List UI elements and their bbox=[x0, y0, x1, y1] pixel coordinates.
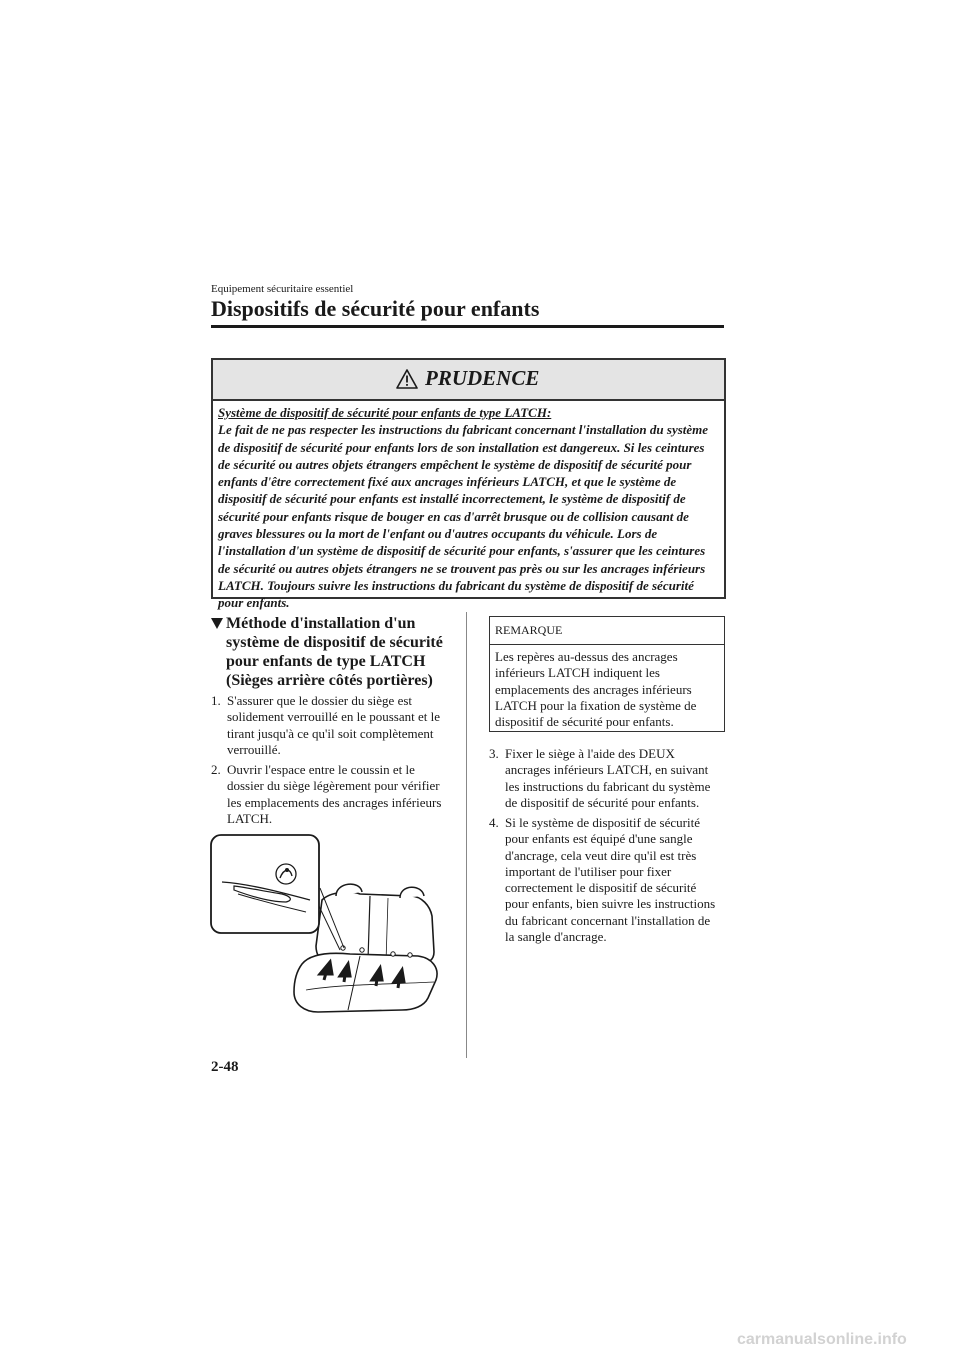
watermark: carmanualsonline.info bbox=[737, 1331, 907, 1348]
page-number: 2-48 bbox=[211, 1059, 239, 1075]
title-rule bbox=[211, 325, 724, 328]
column-divider bbox=[466, 612, 467, 1058]
caution-body-text: Le fait de ne pas respecter les instructions du fabricant concernant l'installation du système de dispositif de sécurité pour enfants lors de son installation est dangereux. Si les ceintures de sécurité ou autres objets étrangers empêchent le système de dispositif de sécurité pour enfants d'être correctement fixé aux ancrages inférieurs LATCH, et que le système de dispositif de sécurité pour enfants est installé incorrectement, le système de dispositif de sécurité pour enfants risque de bouger en cas d'arrêt brusque ou de collision causant de graves blessures ou la mort de l'enfant ou d'autres occupants du véhicule. Lors de l'installation d'un système de dispositif de sécurité pour enfants, s'assurer que les ceintures de sécurité ou autres objets étrangers ne se trouvent pas près ou sur les ancrages inférieurs LATCH. Toujours suivre les instructions du fabricant du système de dispositif de sécurité pour enfants. bbox=[218, 422, 709, 611]
method-heading-text: Méthode d'installation d'un système de dispositif de sécurité pour enfants de type LATCH (Sièges arrière côtés portières) bbox=[226, 615, 443, 689]
warning-triangle-icon bbox=[396, 369, 418, 389]
triangle-down-icon bbox=[211, 618, 223, 629]
step-number: 3. bbox=[489, 746, 499, 761]
caution-text bbox=[218, 404, 718, 612]
step-item bbox=[211, 762, 443, 827]
step-text: Ouvrir l'espace entre le coussin et le dossier du siège légèrement pour vérifier les emplacements des ancrages inférieurs LATCH. bbox=[227, 762, 442, 826]
page-title: Dispositifs de sécurité pour enfants bbox=[211, 296, 540, 321]
caution-box bbox=[211, 358, 726, 611]
step-number: 1. bbox=[211, 693, 221, 708]
section-label: Equipement sécuritaire essentiel bbox=[211, 283, 354, 295]
method-heading bbox=[211, 614, 461, 690]
step-item bbox=[489, 815, 721, 945]
note-divider bbox=[490, 644, 724, 645]
caution-header bbox=[213, 360, 724, 401]
step-number: 4. bbox=[489, 815, 499, 830]
step-number: 2. bbox=[211, 762, 221, 777]
step-item bbox=[211, 693, 443, 758]
caution-title: PRUDENCE bbox=[425, 366, 540, 390]
step-text: Si le système de dispositif de sécurité pour enfants est équipé d'une sangle d'ancrage, cela veut dire qu'il est très important de l'utiliser pour fixer correctement le dispositif de sécurité pour enfants, bien suivre les instructions du fabricant concernant l'installation de la sangle d'ancrage. bbox=[505, 815, 716, 945]
caution-subheading: Système de dispositif de sécurité pour enfants de type LATCH: bbox=[218, 405, 552, 420]
step-text: Fixer le siège à l'aide des DEUX ancrages inférieurs LATCH, en suivant les instructions du fabricant du système de dispositif de sécurité pour enfants. bbox=[505, 746, 711, 810]
step-item bbox=[489, 746, 721, 811]
rear-seat-latch-illustration bbox=[210, 834, 450, 1035]
step-text: S'assurer que le dossier du siège est solidement verrouillé en le poussant et le tirant jusqu'à ce qu'il soit complètement verrouillé. bbox=[227, 693, 440, 757]
note-box bbox=[489, 616, 725, 732]
note-text: Les repères au-dessus des ancrages inférieurs LATCH indiquent les emplacements des ancrages inférieurs LATCH pour la fixation de système de dispositif de sécurité pour enfants. bbox=[495, 649, 697, 730]
note-title: REMARQUE bbox=[495, 623, 563, 637]
